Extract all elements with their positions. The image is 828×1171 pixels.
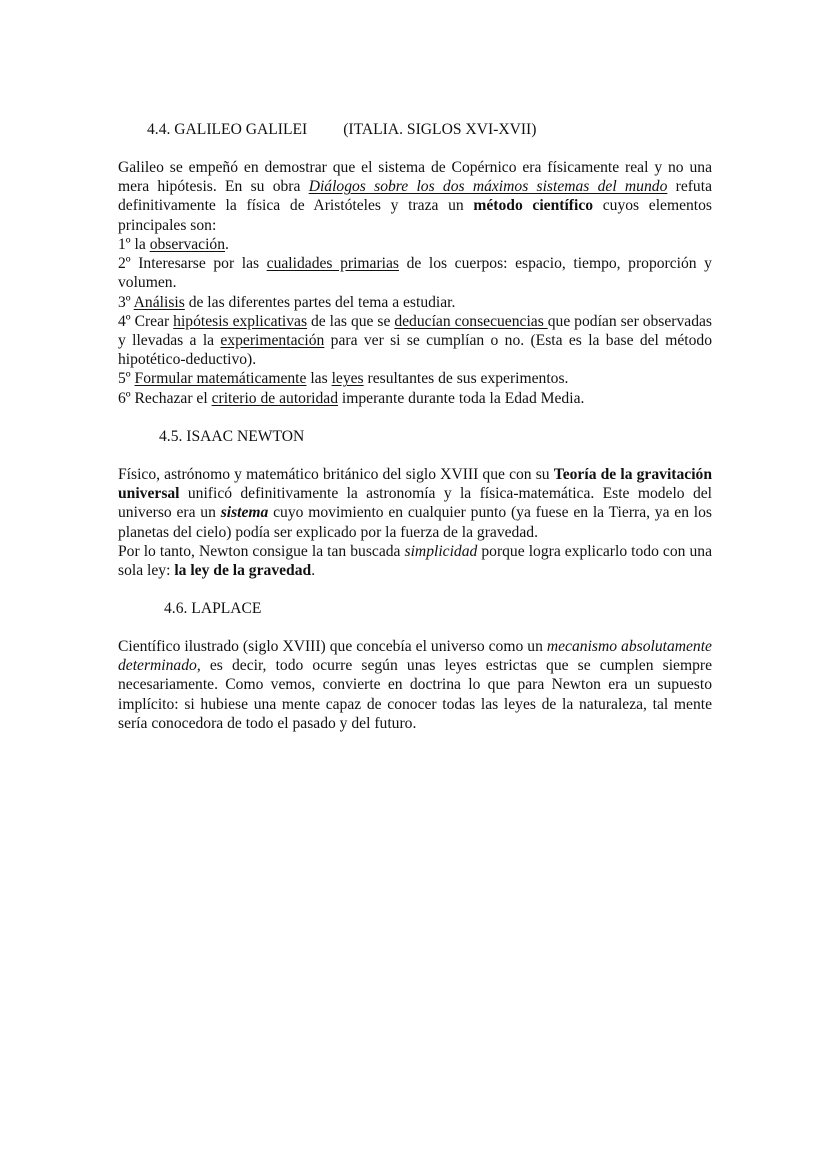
list-item: 6º Rechazar el criterio de autoridad imperante durante toda la Edad Media.: [118, 389, 585, 407]
newton-paragraph: Físico, astrónomo y matemático británico del siglo XVIII que con su Teoría de la gravitación universal unificó definitivamente la astronomía y la física-matemática. Este modelo del universo era un sistema cuyo movimiento en cualquier punto (ya fuese en la Tierra, ya en los planetas del cielo) podía ser explicado por la fuerza de la gravedad. Por lo tanto, Newton consigue la tan buscada simplicidad porque logra explicarlo todo con una sola ley: la ley de la gravedad.: [118, 466, 712, 580]
list-item: 1º la observación.: [118, 236, 229, 253]
simplicidad-emphasis: simplicidad: [404, 542, 478, 560]
laplace-paragraph: Científico ilustrado (siglo XVIII) que concebía el universo como un mecanismo absolutamente determinado, es decir, todo ocurre según unas leyes estrictas que se cumplen siempre necesariamente. Como vemos, convierte en doctrina lo que para Newton era un supuesto implícito: si hubiese una mente capaz de conocer todas las leyes de la naturaleza, tal mente sería conocedora de todo el pasado y del futuro.: [118, 638, 712, 732]
section-heading-newton: 4.5. ISAAC NEWTON: [159, 428, 305, 445]
list-item: 5º Formular matemáticamente las leyes resultantes de sus experimentos.: [118, 370, 569, 388]
list-item: 2º Interesarse por las cualidades primarias de los cuerpos: espacio, tiempo, proporción y volumen.: [118, 255, 712, 292]
ley-gravedad: la ley de la gravedad: [174, 562, 312, 580]
galileo-intro-paragraph: Galileo se empeñó en demostrar que el sistema de Copérnico era físicamente real y no una mera hipótesis. En su obra Diálogos sobre los dos máximos sistemas del mundo refuta definitivamente la física de Aristóteles y traza un método científico cuyos elementos principales son:: [118, 159, 712, 234]
metodo-cientifico: método científico: [473, 197, 594, 215]
teoria-gravitacion: Teoría de la gravitación universal: [118, 466, 712, 503]
list-item: 3º Análisis de las diferentes partes del tema a estudiar.: [118, 293, 456, 311]
sistema-emphasis: sistema: [220, 504, 269, 522]
mecanismo-emphasis: mecanismo absolutamente determinado: [118, 638, 712, 675]
section-heading-laplace: 4.6. LAPLACE: [164, 600, 262, 617]
heading-galileo-title: 4.4. GALILEO GALILEI: [147, 121, 308, 138]
section-heading-galileo: [147, 120, 536, 139]
list-item: 4º Crear hipótesis explicativas de las que se deducían consecuencias que podían ser observadas y llevadas a la experimentación para ver si se cumplían o no. (Esta es la base del método hipotético-deductivo).: [118, 312, 712, 369]
galileo-method-list: [118, 235, 712, 408]
heading-galileo-subtitle: (ITALIA. SIGLOS XVI-XVII): [343, 121, 537, 138]
book-title: Diálogos sobre los dos máximos sistemas del mundo: [308, 178, 668, 196]
